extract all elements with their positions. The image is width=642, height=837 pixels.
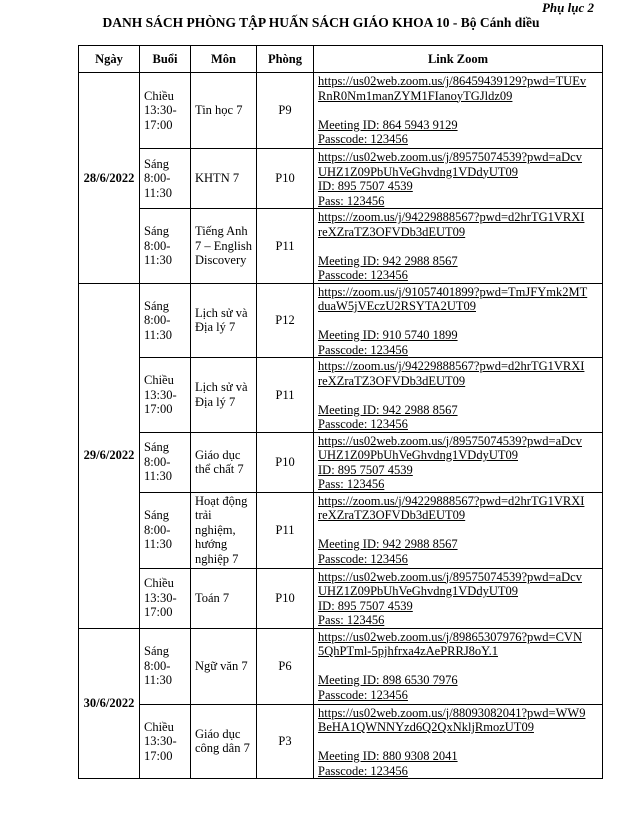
zoom-url-link[interactable]: https://zoom.us/j/94229888567?pwd=d2hrTG1VRXI [318, 210, 585, 224]
document-title: DANH SÁCH PHÒNG TẬP HUẤN SÁCH GIÁO KHOA 10 - Bộ Cánh diều [102, 15, 540, 30]
table-row [79, 73, 603, 149]
zoom-url-link-cont[interactable]: BeHA1QWNNYzd6Q2QxNkljRmozUT09 [318, 720, 534, 734]
subject-cell: Giáo dục công dân 7 [191, 704, 257, 779]
session-line: Chiều [144, 719, 174, 734]
table-row [79, 628, 603, 704]
zoom-link-cell [314, 492, 603, 568]
meeting-id: Meeting ID: 942 2988 8567 [318, 537, 458, 551]
session-cell [140, 432, 191, 492]
table-header-row [79, 46, 603, 73]
session-line: Sáng [144, 644, 169, 659]
session-cell [140, 628, 191, 704]
zoom-link-cell [314, 283, 603, 358]
session-line: Sáng [144, 156, 169, 171]
zoom-link-cell [314, 568, 603, 628]
session-line: 13:30- [144, 734, 177, 748]
header-session: Buổi [140, 46, 191, 73]
session-line: 17:00 [144, 117, 173, 132]
passcode: Passcode: 123456 [318, 268, 408, 282]
passcode: Pass: 123456 [318, 193, 385, 208]
table-row [79, 358, 603, 433]
session-cell [140, 209, 191, 284]
session-line: 13:30- [144, 103, 177, 118]
session-line: 8:00- [144, 522, 171, 537]
room-cell: P11 [257, 358, 314, 433]
appendix-label: Phụ lục 2 [541, 0, 594, 15]
zoom-url-link[interactable]: https://us02web.zoom.us/j/89865307976?pwd=CVN [318, 629, 582, 644]
table-row [79, 149, 603, 209]
session-cell [140, 358, 191, 433]
session-line: 11:30 [144, 253, 173, 267]
schedule-table [78, 45, 603, 779]
subject-cell: Hoạt động trải nghiệm, hướng nghiệp 7 [191, 492, 257, 568]
table-row [79, 568, 603, 628]
passcode: Passcode: 123456 [318, 132, 408, 146]
header-subject: Môn [191, 46, 257, 73]
session-line: Chiều [144, 88, 174, 103]
passcode: Passcode: 123456 [318, 551, 408, 566]
session-line: Sáng [144, 508, 169, 523]
session-line: 8:00- [144, 313, 171, 327]
room-cell: P10 [257, 568, 314, 628]
zoom-url-link-cont[interactable]: UHZ1Z09PbUhVeGhvdng1VDdyUT09 [318, 584, 518, 598]
session-cell [140, 149, 191, 209]
meeting-id: ID: 895 7507 4539 [318, 179, 413, 193]
zoom-link-cell [314, 149, 603, 209]
zoom-url-link[interactable]: https://us02web.zoom.us/j/89575074539?pwd=aDcv [318, 433, 582, 448]
room-cell: P10 [257, 432, 314, 492]
zoom-url-link[interactable]: https://zoom.us/j/94229888567?pwd=d2hrTG1VRXI [318, 359, 585, 373]
meeting-id: Meeting ID: 864 5943 9129 [318, 117, 458, 132]
date-cell: 28/6/2022 [79, 73, 140, 284]
session-line: 11:30 [144, 469, 173, 484]
subject-cell: Tin học 7 [191, 73, 257, 149]
session-line: Chiều [144, 576, 174, 591]
zoom-url-link[interactable]: https://zoom.us/j/91057401899?pwd=TmJFYmk2MT [318, 284, 588, 299]
passcode: Passcode: 123456 [318, 417, 408, 431]
zoom-link-cell [314, 432, 603, 492]
meeting-id: Meeting ID: 880 9308 2041 [318, 749, 458, 763]
passcode: Passcode: 123456 [318, 763, 408, 778]
subject-cell: Ngữ văn 7 [191, 628, 257, 704]
subject-cell: Lịch sử và Địa lý 7 [191, 358, 257, 433]
session-line: 17:00 [144, 402, 173, 416]
zoom-link-cell [314, 73, 603, 149]
passcode: Pass: 123456 [318, 613, 385, 627]
session-line: 11:30 [144, 327, 173, 342]
session-line: 8:00- [144, 658, 171, 673]
session-line: 11:30 [144, 537, 173, 552]
zoom-url-link[interactable]: https://us02web.zoom.us/j/86459439129?pwd=TUEv [318, 74, 587, 88]
room-cell: P10 [257, 149, 314, 209]
session-cell [140, 704, 191, 779]
session-line: 13:30- [144, 590, 177, 605]
header-room: Phòng [257, 46, 314, 73]
header-date: Ngày [79, 46, 140, 73]
table-row [79, 704, 603, 779]
table-row [79, 492, 603, 568]
date-cell: 29/6/2022 [79, 283, 140, 628]
zoom-url-link-cont[interactable]: RnR0Nm1manZYM1FIanoyTGJldz09 [318, 88, 513, 103]
meeting-id: Meeting ID: 942 2988 8567 [318, 402, 458, 417]
meeting-id: ID: 895 7507 4539 [318, 598, 413, 613]
zoom-url-link-cont[interactable]: reXZraTZ3OFVDb3dEUT09 [318, 224, 466, 239]
room-cell: P3 [257, 704, 314, 779]
zoom-url-link[interactable]: https://us02web.zoom.us/j/89575074539?pwd=aDcv [318, 150, 582, 164]
session-line: Sáng [144, 298, 169, 313]
zoom-url-link[interactable]: https://us02web.zoom.us/j/89575074539?pwd=aDcv [318, 569, 582, 584]
subject-cell: Lịch sử và Địa lý 7 [191, 283, 257, 358]
session-cell [140, 73, 191, 149]
zoom-url-link[interactable]: https://zoom.us/j/94229888567?pwd=d2hrTG1VRXI [318, 493, 585, 508]
table-row [79, 432, 603, 492]
zoom-url-link-cont[interactable]: 5QhPTml-5pjhfrxa4zAePRRJ8oY.1 [318, 644, 498, 658]
session-line: 17:00 [144, 748, 173, 763]
session-line: 8:00- [144, 171, 171, 186]
room-cell: P9 [257, 73, 314, 149]
room-cell: P6 [257, 628, 314, 704]
table-row [79, 283, 603, 358]
header-link: Link Zoom [314, 46, 603, 73]
session-line: 11:30 [144, 673, 173, 688]
zoom-url-link[interactable]: https://us02web.zoom.us/j/88093082041?pwd=WW9 [318, 705, 586, 720]
zoom-link-cell [314, 209, 603, 284]
room-cell: P12 [257, 283, 314, 358]
session-line: 8:00- [144, 238, 171, 253]
session-cell [140, 492, 191, 568]
session-cell [140, 283, 191, 358]
zoom-url-link-cont[interactable]: reXZraTZ3OFVDb3dEUT09 [318, 508, 466, 522]
subject-cell: Tiếng Anh 7 – English Discovery [191, 209, 257, 284]
zoom-url-link-cont[interactable]: duaW5jVEczU2RSYTA2UT09 [318, 299, 476, 313]
passcode: Passcode: 123456 [318, 342, 408, 357]
passcode: Passcode: 123456 [318, 687, 408, 702]
subject-cell: Toán 7 [191, 568, 257, 628]
date-cell: 30/6/2022 [79, 628, 140, 779]
table-row [79, 209, 603, 284]
meeting-id: Meeting ID: 910 5740 1899 [318, 328, 458, 342]
session-line: Sáng [144, 224, 169, 238]
passcode: Pass: 123456 [318, 477, 385, 491]
zoom-link-cell [314, 704, 603, 779]
zoom-link-cell [314, 628, 603, 704]
room-cell: P11 [257, 492, 314, 568]
meeting-id: Meeting ID: 942 2988 8567 [318, 253, 458, 268]
session-cell [140, 568, 191, 628]
zoom-url-link-cont[interactable]: UHZ1Z09PbUhVeGhvdng1VDdyUT09 [318, 448, 518, 462]
session-line: 8:00- [144, 454, 171, 469]
meeting-id: ID: 895 7507 4539 [318, 462, 413, 477]
session-line: Sáng [144, 440, 169, 455]
subject-cell: KHTN 7 [191, 149, 257, 209]
session-line: 11:30 [144, 185, 173, 200]
meeting-id: Meeting ID: 898 6530 7976 [318, 673, 458, 687]
zoom-link-cell [314, 358, 603, 433]
subject-cell: Giáo dục thể chất 7 [191, 432, 257, 492]
session-line: 17:00 [144, 605, 173, 620]
room-cell: P11 [257, 209, 314, 284]
session-line: 13:30- [144, 387, 177, 402]
zoom-url-link-cont[interactable]: reXZraTZ3OFVDb3dEUT09 [318, 373, 466, 388]
zoom-url-link-cont[interactable]: UHZ1Z09PbUhVeGhvdng1VDdyUT09 [318, 164, 518, 179]
session-line: Chiều [144, 373, 174, 387]
